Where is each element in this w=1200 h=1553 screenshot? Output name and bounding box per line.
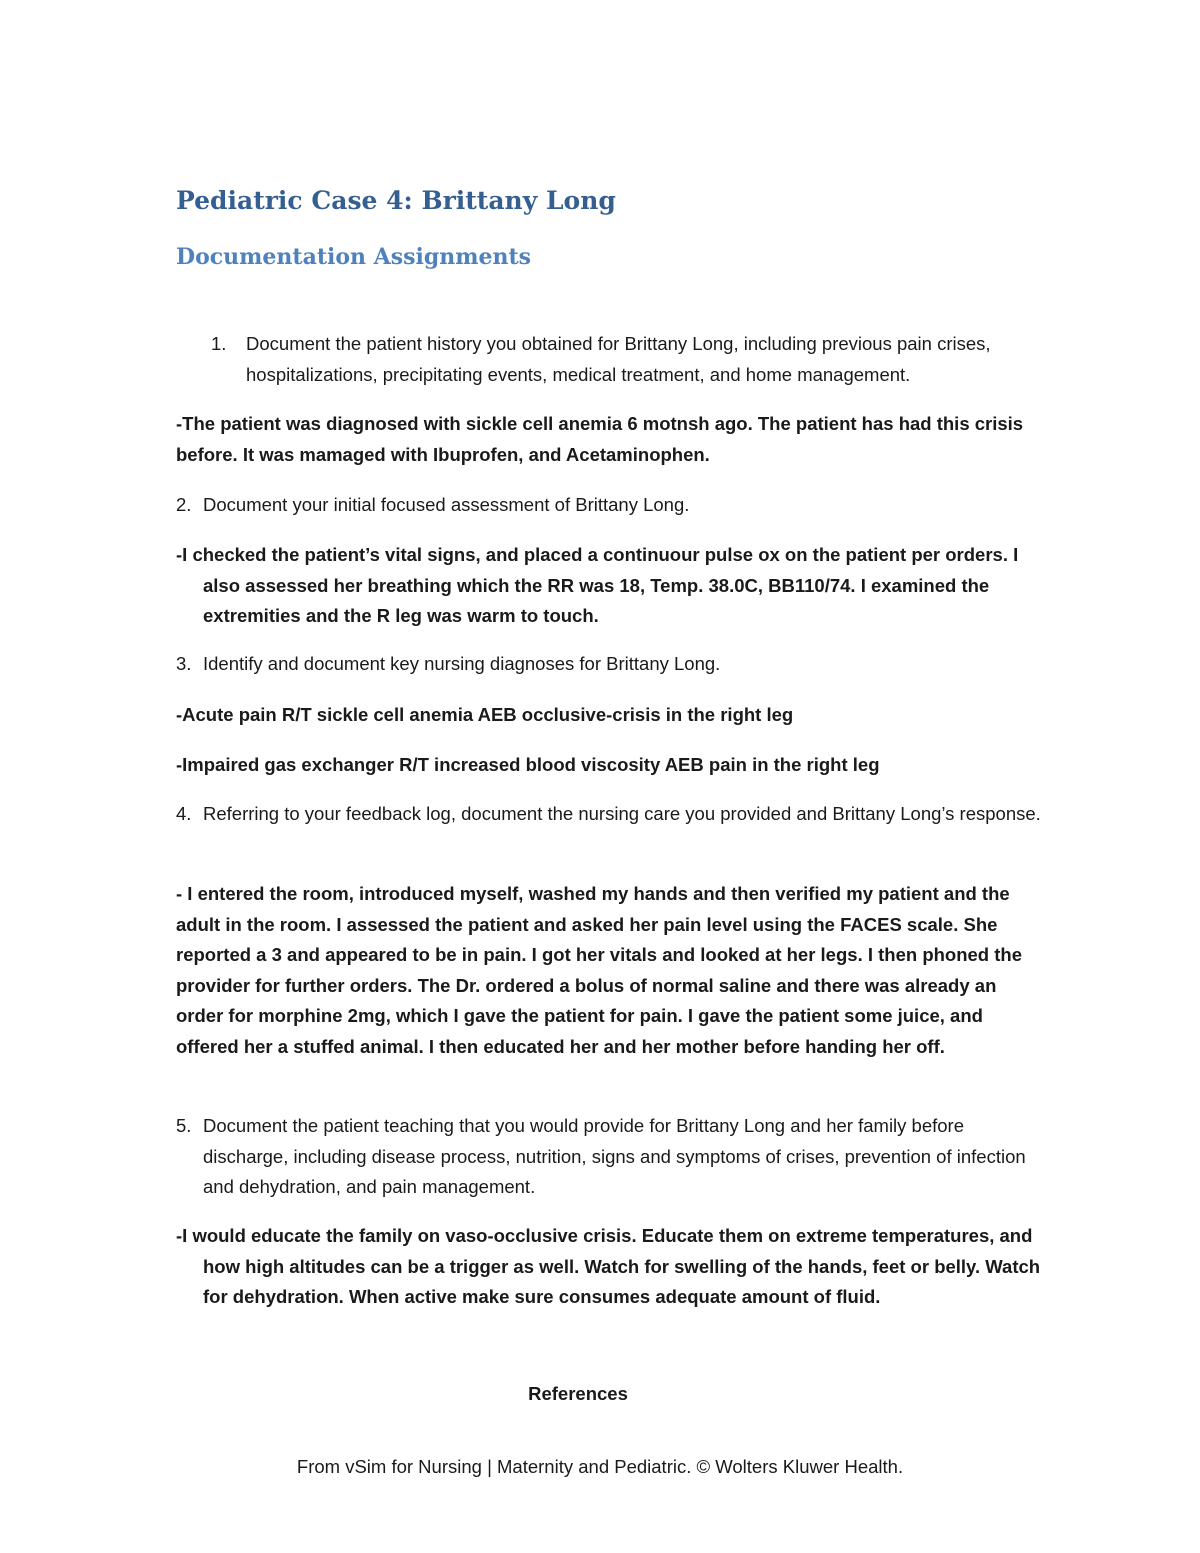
question-5-number: 5. — [176, 1115, 192, 1136]
answer-1: -The patient was diagnosed with sickle cell anemia 6 motnsh ago. The patient has had this crisis before. It was mamaged with Ibuprofen, and Acetaminophen. — [176, 413, 1024, 465]
question-5 — [176, 1111, 1053, 1203]
source-footer: From vSim for Nursing | Maternity and Pediatric. © Wolters Kluwer Health. — [296, 1456, 904, 1477]
question-3 — [176, 649, 1026, 680]
question-5-text: Document the patient teaching that you would provide for Brittany Long and her family before discharge, including disease process, nutrition, signs and symptoms of crises, prevention of infection and dehydration, and pain management. — [203, 1115, 1026, 1197]
question-1 — [211, 329, 1066, 390]
answer-3b: -Impaired gas exchanger R/T increased blood viscosity AEB pain in the right leg — [176, 754, 880, 775]
document-subtitle: Documentation Assignments — [176, 244, 532, 270]
answer-5: -I would educate the family on vaso-occlusive crisis. Educate them on extreme temperatures, and how high altitudes can be a trigger as well. Watch for swelling of the hands, feet or belly. Watch for dehydration. When active make sure consumes adequate amount of fluid. — [176, 1225, 1041, 1307]
document-title: Pediatric Case 4: Brittany Long — [176, 186, 616, 215]
question-4-number: 4. — [176, 803, 192, 824]
references-heading: References — [528, 1383, 628, 1404]
question-1-number: 1. — [211, 333, 227, 354]
question-2-number: 2. — [176, 494, 192, 515]
answer-2: -I checked the patient’s vital signs, and placed a continuour pulse ox on the patient per orders. I also assessed her breathing which the RR was 18, Temp. 38.0C, BB110/74. I examined the extremities and the R leg was warm to touch. — [176, 544, 1019, 626]
question-2-text: Document your initial focused assessment of Brittany Long. — [203, 494, 690, 515]
question-2 — [176, 490, 1026, 521]
answer-3a: -Acute pain R/T sickle cell anemia AEB occlusive-crisis in the right leg — [176, 704, 794, 725]
question-1-text: Document the patient history you obtained for Brittany Long, including previous pain crises, hospitalizations, precipitating events, medical treatment, and home management. — [246, 333, 991, 385]
question-3-text: Identify and document key nursing diagnoses for Brittany Long. — [203, 653, 721, 674]
question-4-text: Referring to your feedback log, document the nursing care you provided and Brittany Long’s response. — [203, 803, 1041, 824]
answer-4: - I entered the room, introduced myself, washed my hands and then verified my patient and the adult in the room. I assessed the patient and asked her pain level using the FACES scale. She reported a 3 and appeared to be in pain. I got her vitals and looked at her legs. I then phoned the provider for further orders. The Dr. ordered a bolus of normal saline and there was already an order for morphine 2mg, which I gave the patient for pain. I gave the patient some juice, and offered her a stuffed animal. I then educated her and her mother before handing her off. — [176, 883, 1022, 1057]
question-4 — [176, 799, 1053, 830]
question-3-number: 3. — [176, 653, 192, 674]
